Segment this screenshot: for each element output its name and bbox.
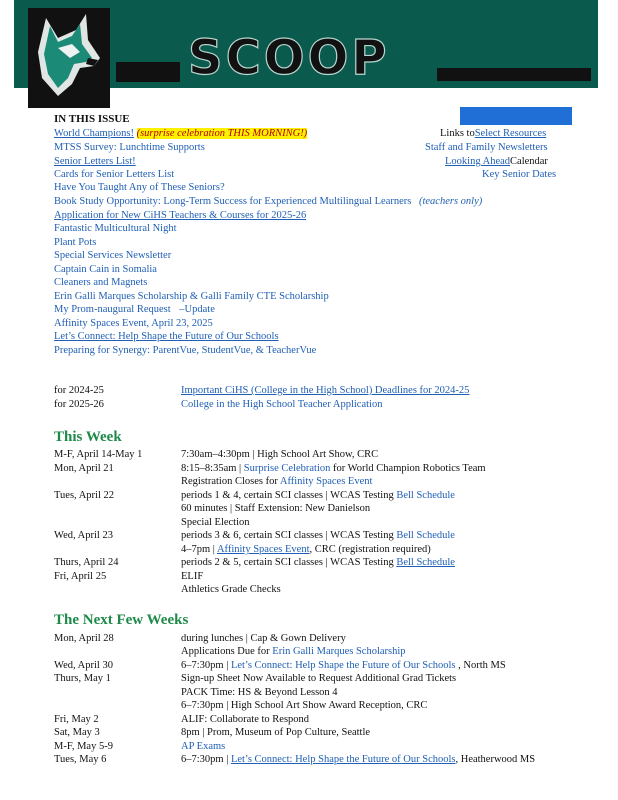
highlight-box	[460, 107, 572, 125]
bell-schedule-link[interactable]: Bell Schedule	[396, 530, 455, 541]
event-text: periods 3 & 6, certain SCI classes | WCAS Testing Bell Schedule	[181, 530, 455, 541]
issue-item[interactable]: Let’s Connect: Help Shape the Future of Our Schools	[54, 331, 279, 342]
event-date: Mon, April 28	[54, 633, 114, 644]
issue-link-world-champions[interactable]: World Champions!	[54, 128, 134, 139]
surprise-celebration-link[interactable]: Surprise Celebration	[243, 463, 331, 474]
affinity-spaces-link[interactable]: Affinity Spaces Event	[279, 476, 373, 487]
looking-ahead-link[interactable]: Looking Ahead	[445, 156, 511, 167]
affinity-spaces-event-link[interactable]: Affinity Spaces Event	[216, 544, 310, 555]
event-text: Applications Due for Erin Galli Marques Scholarship	[181, 646, 406, 657]
event-text: Registration Closes for Affinity Spaces Event	[181, 476, 373, 487]
issue-item[interactable]: Application for New CiHS Teachers & Courses for 2025-26	[54, 210, 307, 221]
cihs-year-2024: for 2024-25	[54, 385, 104, 396]
lets-connect-link[interactable]: Let’s Connect: Help Shape the Future of Our Schools	[230, 660, 456, 671]
event-text: 4–7pm | Affinity Spaces Event, CRC (registration required)	[181, 544, 431, 555]
staff-family-newsletters-link[interactable]: Staff and Family Newsletters	[425, 142, 548, 153]
issue-item[interactable]: Preparing for Synergy: ParentVue, StudentVue, & TeacherVue	[54, 345, 317, 356]
event-date: Fri, May 2	[54, 714, 99, 725]
key-senior-dates-link[interactable]: Key Senior Dates	[482, 169, 557, 180]
event-date: Tues, April 22	[54, 490, 115, 501]
issue-item[interactable]: Cards for Senior Letters List	[54, 169, 175, 180]
issue-item[interactable]: MTSS Survey: Lunchtime Supports	[54, 142, 205, 153]
issue-item[interactable]: Fantastic Multicultural Night	[54, 223, 177, 234]
masthead-title: SCOOP	[188, 30, 390, 86]
event-date: Wed, April 30	[54, 660, 113, 671]
bell-schedule-link[interactable]: Bell Schedule	[396, 490, 455, 501]
links-panel-row	[440, 128, 546, 139]
issue-link-prom[interactable]: My Prom-naugural Request	[54, 304, 171, 315]
event-date: Thurs, May 1	[54, 673, 111, 684]
event-text: ALIF: Collaborate to Respond	[181, 714, 310, 725]
wolf-logo	[28, 8, 110, 108]
event-text: 60 minutes | Staff Extension: New Danielson	[181, 503, 371, 514]
next-weeks-heading: The Next Few Weeks	[54, 612, 189, 628]
cihs-deadlines-link[interactable]: Important CiHS (College in the High School) Deadlines for 2024-25	[181, 385, 470, 396]
event-text: 8pm | Prom, Museum of Pop Culture, Seattle	[181, 727, 371, 738]
event-text: ELIF	[181, 571, 204, 582]
event-date: Fri, April 25	[54, 571, 107, 582]
event-text: 8:15–8:35am | Surprise Celebration for World Champion Robotics Team	[181, 463, 486, 474]
links-prefix: Links to	[440, 128, 475, 139]
ap-exams-link[interactable]: AP Exams	[181, 741, 226, 752]
event-text: 6–7:30pm | Let’s Connect: Help Shape the Future of Our Schools, Heatherwood MS	[181, 754, 536, 765]
this-week-heading: This Week	[54, 429, 122, 445]
event-date: Wed, April 23	[54, 530, 113, 541]
in-this-issue-heading: IN THIS ISSUE	[54, 113, 130, 125]
event-date: M-F, April 14-May 1	[54, 449, 143, 460]
event-text: Special Election	[181, 517, 250, 528]
issue-item-world-champions	[54, 128, 307, 139]
issue-note-update: –Update	[179, 304, 215, 315]
issue-item-book-study	[54, 196, 482, 207]
issue-item-prom	[54, 304, 215, 315]
event-text: periods 2 & 5, certain SCI classes | WCAS Testing Bell Schedule	[181, 557, 455, 568]
event-text: 7:30am–4:30pm | High School Art Show, CRC	[181, 449, 379, 460]
bell-schedule-link[interactable]: Bell Schedule	[396, 557, 455, 568]
issue-item[interactable]: Captain Cain in Somalia	[54, 264, 157, 275]
calendar-label: Calendar	[510, 156, 548, 167]
issue-item[interactable]: Erin Galli Marques Scholarship & Galli Family CTE Scholarship	[54, 291, 329, 302]
event-text: periods 1 & 4, certain SCI classes | WCAS Testing Bell Schedule	[181, 490, 455, 501]
masthead-bar-left	[116, 62, 180, 82]
event-text: Athletics Grade Checks	[181, 584, 281, 595]
issue-link-book-study[interactable]: Book Study Opportunity: Long-Term Success for Experienced Multilingual Learners	[54, 196, 412, 207]
event-date: Thurs, April 24	[54, 557, 119, 568]
issue-item[interactable]: Affinity Spaces Event, April 23, 2025	[54, 318, 213, 329]
issue-note-surprise: (surprise celebration THIS MORNING!)	[136, 128, 308, 139]
masthead-bar-right	[437, 68, 591, 81]
looking-ahead-row	[445, 156, 548, 167]
event-text: PACK Time: HS & Beyond Lesson 4	[181, 687, 338, 698]
event-text: 6–7:30pm | High School Art Show Award Reception, CRC	[181, 700, 428, 711]
event-text: during lunches | Cap & Gown Delivery	[181, 633, 346, 644]
issue-item[interactable]: Have You Taught Any of These Seniors?	[54, 182, 225, 193]
event-date: Mon, April 21	[54, 463, 114, 474]
select-resources-link[interactable]: Select Resources	[474, 128, 547, 139]
issue-note-teachers-only: (teachers only)	[418, 196, 483, 207]
issue-item[interactable]: Special Services Newsletter	[54, 250, 172, 261]
issue-item[interactable]: Senior Letters List!	[54, 156, 136, 167]
cihs-teacher-application-link[interactable]: College in the High School Teacher Application	[181, 399, 383, 410]
event-date: Tues, May 6	[54, 754, 107, 765]
issue-item[interactable]: Plant Pots	[54, 237, 97, 248]
cihs-year-2025: for 2025-26	[54, 399, 104, 410]
event-text: 6–7:30pm | Let’s Connect: Help Shape the Future of Our Schools , North MS	[181, 660, 506, 671]
event-date: Sat, May 3	[54, 727, 100, 738]
scholarship-link[interactable]: Erin Galli Marques Scholarship	[272, 646, 406, 657]
event-text: Sign-up Sheet Now Available to Request Additional Grad Tickets	[181, 673, 457, 684]
event-date: M-F, May 5-9	[54, 741, 113, 752]
issue-item[interactable]: Cleaners and Magnets	[54, 277, 148, 288]
lets-connect-link[interactable]: Let’s Connect: Help Shape the Future of Our Schools	[230, 754, 456, 765]
